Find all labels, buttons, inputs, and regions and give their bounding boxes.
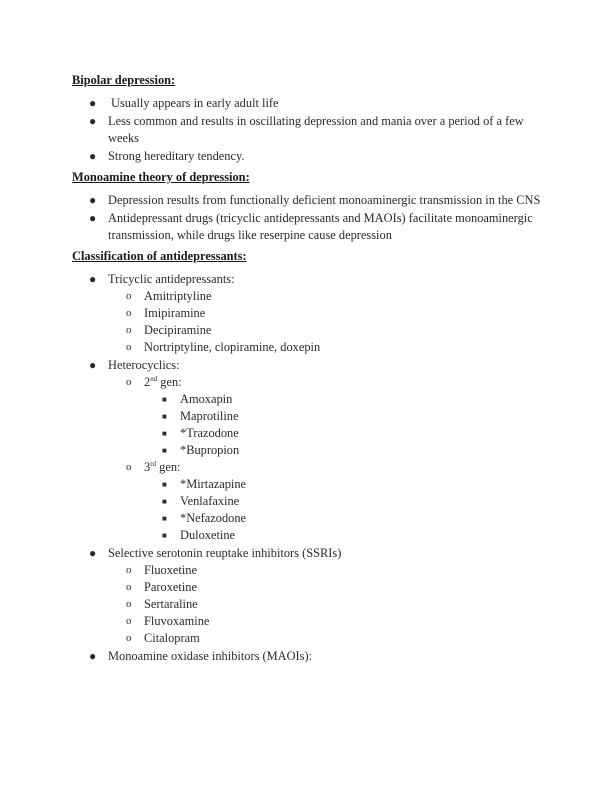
- section-heading-bipolar: Bipolar depression:: [72, 73, 176, 87]
- circle-bullet-icon: o: [126, 307, 132, 319]
- second-gen-list: [144, 391, 542, 459]
- circle-bullet-icon: o: [126, 615, 132, 627]
- third-gen-list: [144, 476, 542, 544]
- monoamine-theory-list: [72, 192, 542, 244]
- list-item: ● Strong hereditary tendency.: [89, 149, 245, 163]
- list-item-ssri: ● Selective serotonin reuptake inhibitors (SSRIs) o Fluoxetine o Paroxetine o Sertaraline o Fluvoxamine o Citalopram: [72, 545, 542, 647]
- circle-bullet-icon: o: [126, 324, 132, 336]
- list-item: o Fluoxetine: [126, 563, 197, 577]
- list-item: ● Usually appears in early adult life: [89, 96, 279, 110]
- bullet-icon: ●: [89, 358, 97, 372]
- list-item: o Citalopram: [126, 631, 200, 645]
- list-item: o Sertaraline: [126, 597, 198, 611]
- circle-bullet-icon: o: [126, 598, 132, 610]
- heterocyclics-list: [108, 374, 542, 544]
- list-item: ■ Maprotiline: [162, 409, 239, 423]
- list-item-maoi: ● Monoamine oxidase inhibitors (MAOIs):: [89, 649, 313, 663]
- list-item: o Nortriptyline, clopiramine, doxepin: [126, 340, 321, 354]
- circle-bullet-icon: o: [126, 461, 132, 473]
- bullet-icon: ●: [89, 114, 97, 128]
- ssri-list: [108, 562, 542, 647]
- list-item: ■ *Nefazodone: [162, 511, 247, 525]
- square-bullet-icon: ■: [162, 446, 167, 455]
- section-heading-monoamine-theory: Monoamine theory of depression:: [72, 170, 250, 184]
- tricyclic-list: [108, 288, 542, 356]
- list-item: ■ *Bupropion: [162, 443, 240, 457]
- square-bullet-icon: ■: [162, 395, 167, 404]
- bipolar-list: [72, 95, 542, 165]
- bullet-icon: ●: [89, 149, 97, 163]
- section-heading-classification: Classification of antidepressants:: [72, 249, 247, 263]
- list-item-third-gen: o 3rd gen: ■ *Mirtazapine ■ Venlafaxine ■ *Nefazodone ■ Duloxetine: [108, 459, 542, 544]
- list-item: ■ Amoxapin: [162, 392, 233, 406]
- circle-bullet-icon: o: [126, 581, 132, 593]
- circle-bullet-icon: o: [126, 632, 132, 644]
- list-item: o Paroxetine: [126, 580, 197, 594]
- document-body: [72, 72, 542, 669]
- list-item: ■ *Trazodone: [162, 426, 239, 440]
- list-item-second-gen: o 2nd gen: ■ Amoxapin ■ Maprotiline ■ *Trazodone ■ *Bupropion: [108, 374, 542, 459]
- classification-list: [72, 271, 542, 665]
- list-item: o Fluvoxamine: [126, 614, 210, 628]
- list-item: ■ *Mirtazapine: [162, 477, 247, 491]
- bullet-icon: ●: [89, 211, 97, 225]
- circle-bullet-icon: o: [126, 376, 132, 388]
- list-item: o Imipiramine: [126, 306, 206, 320]
- list-item: ■ Duloxetine: [162, 528, 236, 542]
- bullet-icon: ●: [89, 649, 97, 663]
- list-item: o Decipiramine: [126, 323, 212, 337]
- list-item: ● Depression results from functionally deficient monoaminergic transmission in the CNS: [89, 193, 541, 207]
- square-bullet-icon: ■: [162, 480, 167, 489]
- square-bullet-icon: ■: [162, 497, 167, 506]
- square-bullet-icon: ■: [162, 429, 167, 438]
- circle-bullet-icon: o: [126, 341, 132, 353]
- list-item: ■ Venlafaxine: [162, 494, 240, 508]
- bullet-icon: ●: [89, 272, 97, 286]
- square-bullet-icon: ■: [162, 412, 167, 421]
- circle-bullet-icon: o: [126, 290, 132, 302]
- square-bullet-icon: ■: [162, 514, 167, 523]
- bullet-icon: ●: [89, 96, 97, 110]
- list-item: o Amitriptyline: [126, 289, 212, 303]
- circle-bullet-icon: o: [126, 564, 132, 576]
- list-item: ● Antidepressant drugs (tricyclic antidepressants and MAOIs) facilitate monoaminergic transmission, while drugs like reserpine cause depression: [89, 211, 533, 242]
- square-bullet-icon: ■: [162, 531, 167, 540]
- list-item-tricyclic: ● Tricyclic antidepressants: o Amitriptyline o Imipiramine o Decipiramine o Nortriptyline, clopiramine, doxepin: [72, 271, 542, 356]
- list-item: ● Less common and results in oscillating depression and mania over a period of a few weeks: [89, 114, 524, 145]
- bullet-icon: ●: [89, 546, 97, 560]
- list-item-heterocyclics: ● Heterocyclics: o 2nd gen: ■ Amoxapin ■ Maprotiline ■ *Trazodone ■ *Bupropion o 3rd gen: ■ *Mirtazapine ■ Venlafaxine ■ *Nefazodone ■ Duloxetine: [72, 357, 542, 544]
- bullet-icon: ●: [89, 193, 97, 207]
